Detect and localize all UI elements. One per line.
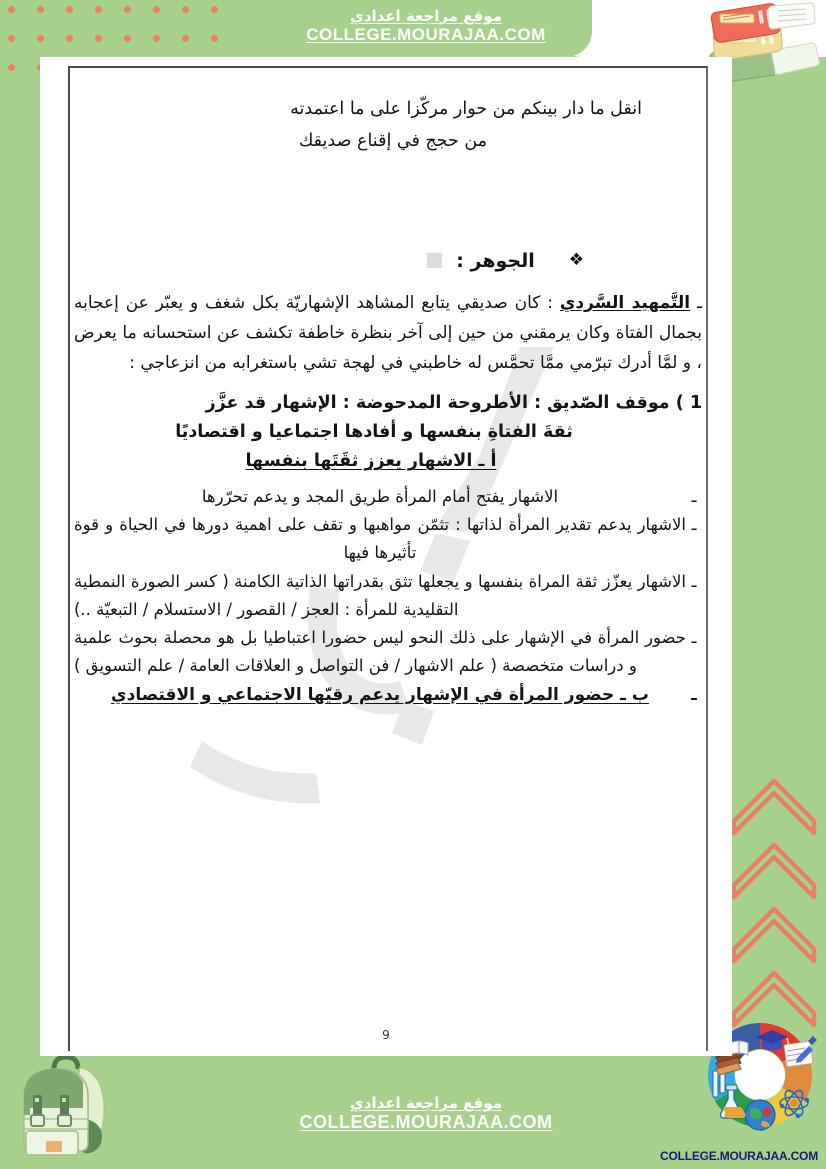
bullet-dash-icon: ـ bbox=[691, 486, 697, 506]
grey-square-marker-icon bbox=[427, 253, 442, 268]
diamond-bullet-icon: ❖ bbox=[568, 250, 584, 271]
backpack-icon bbox=[2, 1053, 130, 1163]
page-number: 9 bbox=[382, 1028, 390, 1042]
chevron-up-pattern-icon bbox=[730, 775, 826, 1035]
header-brand-arabic: موقع مراجعة اعدادي bbox=[350, 7, 502, 25]
argument-line-2: ثقةَ الفتاةِ بنفسها و أفادها اجتماعيا و اقتصاديًا bbox=[175, 421, 573, 442]
vertical-spacer bbox=[74, 158, 702, 250]
bullet-list-item bbox=[74, 483, 702, 511]
footer-brand-url: COLLEGE.MOURAJAA.COM bbox=[299, 1112, 553, 1133]
header-brand-url: COLLEGE.MOURAJAA.COM bbox=[306, 25, 546, 45]
bullet-list bbox=[74, 483, 702, 710]
document-sheet bbox=[40, 57, 732, 1056]
bullet-dash-icon: ـ bbox=[691, 515, 697, 535]
section-heading bbox=[74, 250, 702, 272]
argument-line-1: 1 ) موقف الصّديق : الأطروحة المدحوضة : الإشهار قد عزَّز bbox=[205, 392, 702, 413]
tamheed-label: التَّمهيد السَّردي bbox=[559, 292, 691, 313]
intro-line-1: انقل ما دار بينكم من حوار مركّزا على ما اعتمدته bbox=[290, 99, 642, 119]
footer-brand bbox=[268, 1095, 584, 1133]
argument-line-3: أ ـ الاشهار يعزز ثقَتَها بنفسها bbox=[245, 451, 497, 472]
document-content bbox=[74, 79, 702, 710]
frame-band-left bbox=[0, 0, 40, 1169]
bullet-item-text: الاشهار يفتح أمام المرأة طريق المجد و يدعم تحرّرها bbox=[201, 486, 559, 506]
section-heading-title: الجوهر : bbox=[456, 249, 535, 272]
bullet-list-item bbox=[74, 681, 702, 710]
footer-brand-arabic: موقع مراجعة اعدادي bbox=[350, 1094, 502, 1113]
corner-watermark-url: COLLEGE.MOURAJAA.COM bbox=[659, 1149, 818, 1163]
header-brand bbox=[268, 8, 584, 45]
bullet-item-text: الاشهار يعزّز ثقة المراة بنفسها و يجعلها تثق بقدراتها الذاتية الكامنة ( كسر الصورة النمطية التقليدية للمرأة : العجز / القصور / الاستسلام / التبعيّة ..) bbox=[74, 571, 686, 619]
bullet-dash-icon: ـ bbox=[691, 571, 697, 591]
intro-line-2: من حجج في إقناع صديقك bbox=[298, 131, 488, 152]
tamheed-dash: ـ bbox=[690, 292, 702, 313]
bullet-item-text: الاشهار يدعم تقدير المرأة لذاتها : تثمّن مواهبها و تقف على اهمية دورها في الحياة و قوة تأثيرها فيها bbox=[74, 515, 686, 563]
bullet-list-item bbox=[74, 624, 702, 679]
intro-block bbox=[74, 93, 702, 158]
bullet-dash-icon: ـ bbox=[691, 628, 697, 648]
bullet-list-item bbox=[74, 568, 702, 623]
argument-block bbox=[74, 389, 702, 477]
tamheed-paragraph bbox=[74, 288, 702, 379]
bullet-item-text: ب ـ حضور المرأة في الإشهار يدعم رقيّها الاجتماعي و الاقتصادي bbox=[111, 684, 649, 705]
bullet-item-text: حضور المرأة في الإشهار على ذلك النحو ليس حضورا اعتباطيا بل هو محصلة بحوث علمية و دراسات متخصصة ( علم الاشهار / فن التواصل و العلاقات العامة / علم التسويق ) bbox=[74, 628, 686, 675]
tamheed-body: : كان صديقي يتابع المشاهد الإشهاريّة بكل شغف و يعبّر عن إعجابه بجمال الفتاة وكان يرمقني من حين إلى آخر بنظرة خاطفة تكشف عن استحسانه ما يعرض ، و لمَّا أدرك تبرّمي ممَّا تحمَّس له خاطبني في لهجة تشي باستغرابه من انزعاجي : bbox=[74, 292, 702, 374]
bullet-dash-icon: ـ bbox=[691, 684, 697, 704]
bullet-list-item bbox=[74, 511, 702, 566]
